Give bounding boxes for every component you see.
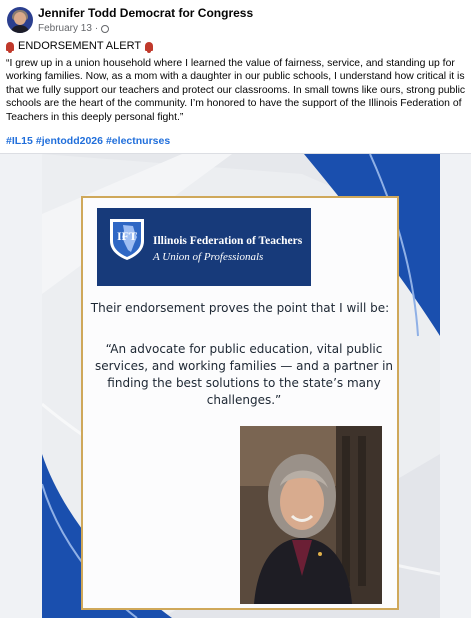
post-header [0,0,471,40]
endorsement-graphic[interactable] [42,154,440,618]
candidate-portrait [240,426,382,604]
author-name[interactable]: Jennifer Todd Democrat for Congress [38,6,254,20]
meta-separator: · [94,23,99,34]
ift-name: Illinois Federation of Teachers [153,235,303,247]
hashtag[interactable]: #IL15 [6,135,33,147]
alert-text: ENDORSEMENT ALERT [18,40,142,52]
post-meta [38,23,109,34]
ift-abbr: IFT [116,229,138,243]
endorsement-quote: “An advocate for public education, vital public services, and working families — and a partner in finding the best solutions to the state’s many challenges.” [94,342,394,407]
bell-icon [145,42,153,51]
post-photo[interactable] [0,154,471,618]
endorsement-alert [6,40,153,52]
hashtag-list [6,135,173,147]
ift-banner [97,208,311,286]
ift-tagline: A Union of Professionals [153,251,264,263]
hashtag[interactable]: #electnurses [105,135,171,147]
author-avatar[interactable] [7,7,33,33]
candidate-photo [240,426,382,604]
hashtag[interactable]: #jentodd2026 [35,135,103,147]
bell-icon [6,42,14,51]
post-body: “I grew up in a union household where I learned the value of fairness, service, and standing up for working families. Now, as a mom with a daughter in our public schools, I understand how critical it is that we fully support our teachers and protect our classrooms. In small towns like ours, strong public schools are the heart of the community. I’m honored to have the support of the Illinois Federation of Teachers in this deeply personal fight.” [6,58,466,123]
post-date[interactable]: February 13 [38,23,92,34]
illinois-shield-icon [107,217,147,261]
endorsement-lead: Their endorsement proves the point that I will be: [90,301,390,315]
globe-icon[interactable] [101,25,109,33]
